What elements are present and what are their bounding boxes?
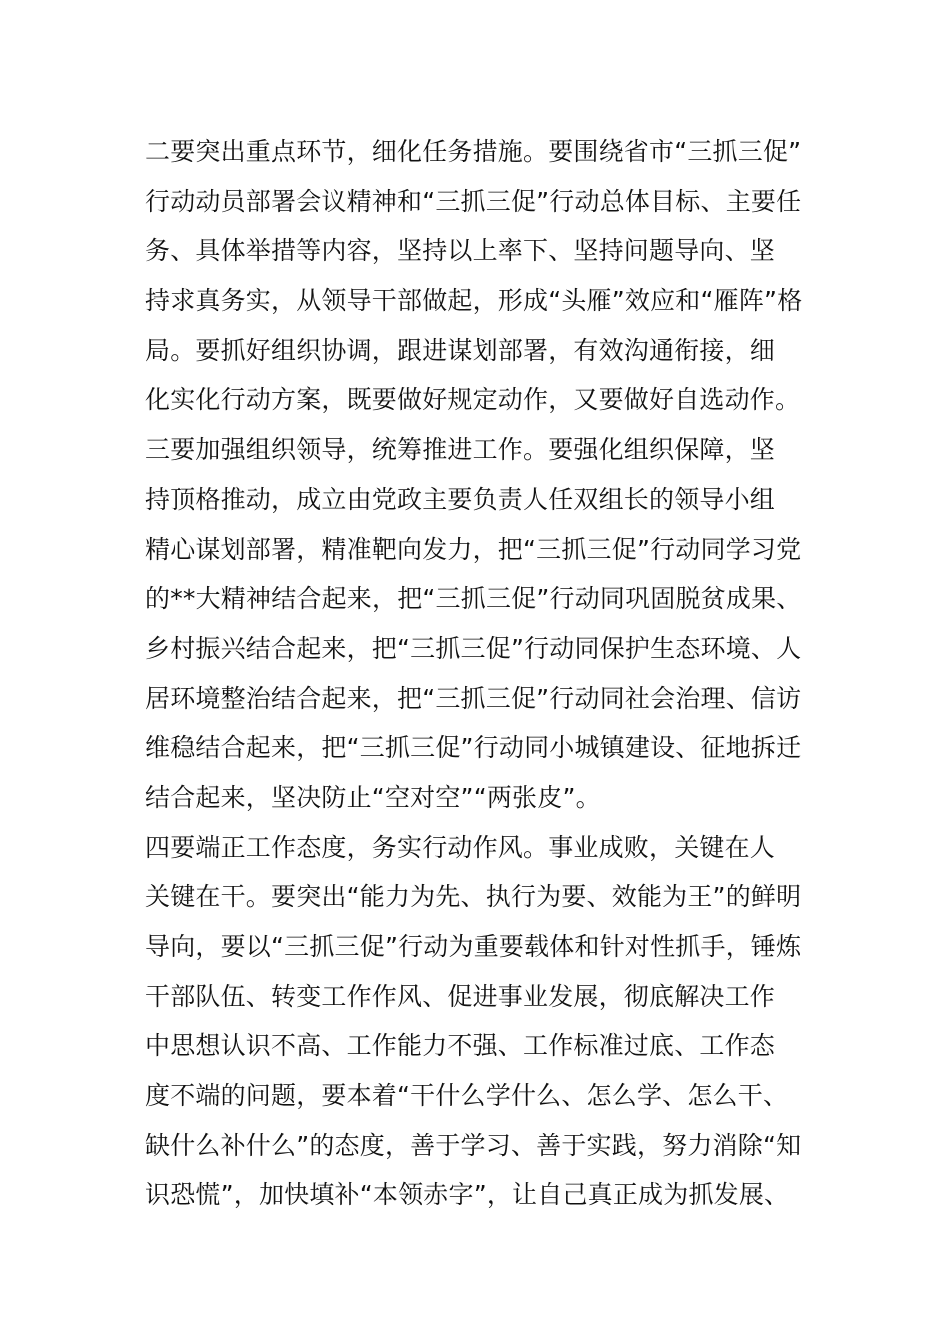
text-line: 维稳结合起来，把“三抓三促”行动同小城镇建设、征地拆迁 — [145, 733, 802, 763]
text-line: 持求真务实，从领导干部做起，形成“头雁”效应和“雁阵”格 — [145, 286, 803, 316]
text-line: 三要加强组织领导，统筹推进工作。要强化组织保障，坚 — [145, 435, 776, 465]
text-line: 关键在干。要突出“能力为先、执行为要、效能为王”的鲜明 — [145, 882, 802, 912]
text-line: 缺什么补什么”的态度，善于学习、善于实践，努力消除“知 — [145, 1130, 802, 1160]
text-line: 化实化行动方案，既要做好规定动作，又要做好自选动作。 — [145, 385, 801, 415]
text-line: 乡村振兴结合起来，把“三抓三促”行动同保护生态环境、人 — [145, 633, 802, 663]
text-line: 行动动员部署会议精神和“三抓三促”行动总体目标、主要任 — [145, 186, 802, 216]
text-line: 四要端正工作态度，务实行动作风。事业成败，关键在人 — [145, 832, 776, 862]
text-line: 务、具体举措等内容，坚持以上率下、坚持问题导向、坚 — [145, 236, 776, 266]
text-line: 持顶格推动，成立由党政主要负责人任双组长的领导小组 — [145, 484, 776, 514]
text-line: 干部队伍、转变工作作风、促进事业发展，彻底解决工作 — [145, 981, 776, 1011]
text-line: 的**大精神结合起来，把“三抓三促”行动同巩固脱贫成果、 — [145, 584, 802, 614]
text-line: 居环境整治结合起来，把“三抓三促”行动同社会治理、信访 — [145, 683, 802, 713]
text-line: 局。要抓好组织协调，跟进谋划部署，有效沟通衔接，细 — [145, 335, 776, 365]
body-text — [145, 127, 815, 1220]
text-line: 二要突出重点环节，细化任务措施。要围绕省市“三抓三促” — [145, 137, 802, 166]
text-line: 精心谋划部署，精准靶向发力，把“三抓三促”行动同学习党 — [145, 534, 802, 564]
text-line: 识恐慌”，加快填补“本领赤字”，让自己真正成为抓发展、 — [145, 1180, 790, 1210]
text-line: 度不端的问题，要本着“干什么学什么、怎么学、怎么干、 — [145, 1081, 789, 1111]
text-line: 中思想认识不高、工作能力不强、工作标准过底、工作态 — [145, 1031, 776, 1061]
text-line: 导向，要以“三抓三促”行动为重要载体和针对性抓手，锤炼 — [145, 932, 802, 961]
text-line: 结合起来，坚决防止“空对空”“两张皮”。 — [145, 782, 601, 812]
